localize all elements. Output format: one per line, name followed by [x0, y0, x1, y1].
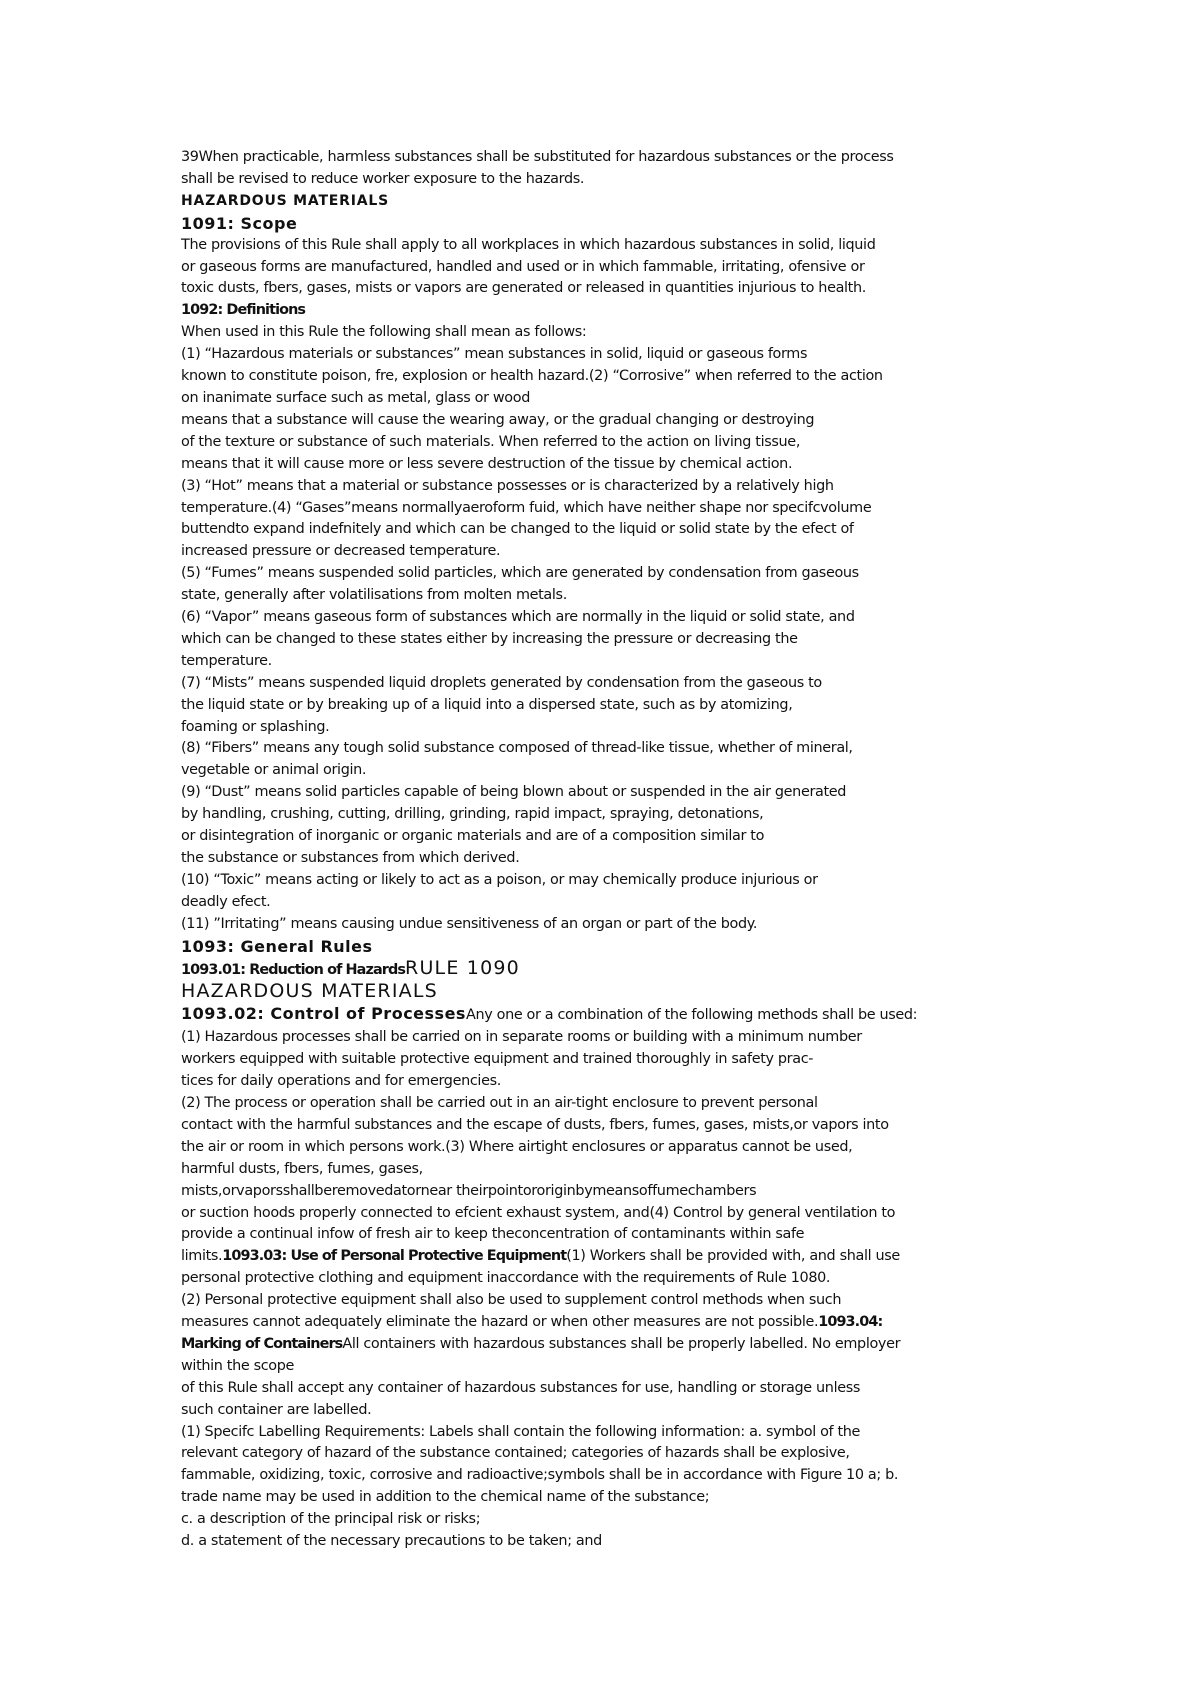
text-line: the liquid state or by breaking up of a liquid into a dispersed state, such as by atomizing,	[181, 696, 793, 713]
text-line: tices for daily operations and for emergencies.	[181, 1073, 501, 1090]
text-line: within the scope	[181, 1357, 295, 1374]
text-line: personal protective clothing and equipment inaccordance with the requirements of Rule 1080.	[181, 1270, 831, 1287]
text-line: provide a continual infow of fresh air to keep theconcentration of contaminants within safe	[181, 1226, 805, 1243]
text-line: When used in this Rule the following shall mean as follows:	[181, 324, 587, 341]
text-line	[181, 1334, 1041, 1356]
text-run: limits.	[181, 1248, 223, 1265]
text-run: (1) Workers shall be provided with, and shall use	[566, 1248, 900, 1265]
text-line: increased pressure or decreased temperature.	[181, 543, 501, 560]
text-line: state, generally after volatilisations from molten metals.	[181, 587, 567, 604]
text-line	[181, 1312, 1041, 1334]
text-line: the substance or substances from which derived.	[181, 850, 520, 866]
text-line: temperature.(4) “Gases”means normallyaeroform fuid, which have neither shape nor specifcvolume	[181, 499, 872, 516]
text-line: fammable, oxidizing, toxic, corrosive and radioactive;symbols shall be in accordance with Figure 10 a; b.	[181, 1467, 899, 1484]
heading-marking: Marking of Containers	[181, 1335, 343, 1352]
text-line: shall be revised to reduce worker exposure to the hazards.	[181, 170, 585, 187]
text-line: known to constitute poison, fre, explosion or health hazard.(2) “Corrosive” when referred to the action	[181, 368, 883, 385]
text-line: of the texture or substance of such materials. When referred to the action on living tissue,	[181, 433, 801, 450]
text-line: (1) “Hazardous materials or substances” mean substances in solid, liquid or gaseous forms	[181, 346, 808, 363]
text-line: (1) Specifc Labelling Requirements: Labels shall contain the following information: a. symbol of the	[181, 1423, 861, 1440]
heading-scope: 1091: Scope	[181, 213, 298, 233]
text-line: (5) “Fumes” means suspended solid particles, which are generated by condensation from gaseous	[181, 565, 859, 582]
text-run: All containers with hazardous substances shall be properly labelled. No employer	[342, 1335, 901, 1352]
text-line: (10) “Toxic” means acting or likely to act as a poison, or may chemically produce injurious or	[181, 871, 818, 888]
text-line: contact with the harmful substances and the escape of dusts, fbers, fumes, gases, mists,or vapors into	[181, 1116, 889, 1133]
text-line: on inanimate surface such as metal, glass or wood	[181, 389, 530, 406]
heading-marking-number: 1093.04:	[818, 1314, 883, 1331]
text-line: (7) “Mists” means suspended liquid droplets generated by condensation from the gaseous to	[181, 674, 822, 691]
text-line	[181, 1246, 1041, 1268]
heading-hazardous-materials-big: HAZARDOUS MATERIALS	[181, 980, 438, 1003]
heading-general-rules: 1093: General Rules	[181, 936, 373, 956]
text-line: (9) “Dust” means solid particles capable of being blown about or suspended in the air generated	[181, 784, 847, 801]
heading-control: 1093.02: Control of Processes	[181, 1004, 466, 1024]
text-line: or gaseous forms are manufactured, handled and used or in which fammable, irritating, ofensive or	[181, 258, 865, 275]
text-line: or suction hoods properly connected to efcient exhaust system, and(4) Control by general ventilation to	[181, 1204, 896, 1221]
text-line: trade name may be used in addition to the chemical name of the substance;	[181, 1489, 710, 1506]
text-line: workers equipped with suitable protective equipment and trained thoroughly in safety prac-	[181, 1051, 814, 1068]
text-line: The provisions of this Rule shall apply to all workplaces in which hazardous substances in solid, liquid	[181, 236, 876, 253]
text-line: relevant category of hazard of the substance contained; categories of hazards shall be explosive,	[181, 1445, 850, 1462]
text-line: (2) The process or operation shall be carried out in an air-tight enclosure to prevent personal	[181, 1094, 818, 1111]
text-run: measures cannot adequately eliminate the hazard or when other measures are not possible.	[181, 1314, 819, 1331]
text-line: 39When practicable, harmless substances shall be substituted for hazardous substances or the process	[181, 149, 894, 165]
document-body	[181, 147, 1041, 1553]
text-line: mists,orvaporsshallberemovedatornear theirpointororiginbymeansoffumechambers	[181, 1182, 757, 1199]
text-line: by handling, crushing, cutting, drilling, grinding, rapid impact, spraying, detonations,	[181, 806, 764, 823]
text-run: Any one or a combination of the following methods shall be used:	[465, 1007, 918, 1024]
text-line: buttendto expand indefnitely and which can be changed to the liquid or solid state by the efect of	[181, 521, 854, 538]
text-line: foaming or splashing.	[181, 718, 330, 735]
text-line: of this Rule shall accept any container of hazardous substances for use, handling or storage unless	[181, 1379, 861, 1396]
text-line: (2) Personal protective equipment shall also be used to supplement control methods when such	[181, 1292, 842, 1309]
text-line	[181, 1003, 1041, 1027]
heading-definitions: 1092: Definitions	[181, 302, 306, 319]
text-line: which can be changed to these states either by increasing the pressure or decreasing the	[181, 630, 798, 647]
text-line: means that a substance will cause the wearing away, or the gradual changing or destroying	[181, 411, 815, 428]
heading-hazardous-materials: HAZARDOUS MATERIALS	[181, 192, 389, 209]
text-line: (8) “Fibers” means any tough solid substance composed of thread-like tissue, whether of mineral,	[181, 740, 853, 757]
text-line: toxic dusts, fbers, gases, mists or vapors are generated or released in quantities injurious to health.	[181, 280, 866, 297]
heading-reduction-line	[181, 958, 1041, 982]
text-line: such container are labelled.	[181, 1401, 372, 1418]
heading-rule: RULE 1090	[405, 956, 520, 979]
text-line: harmful dusts, fbers, fumes, gases,	[181, 1160, 423, 1177]
text-line: (3) “Hot” means that a material or substance possesses or is characterized by a relatively high	[181, 477, 834, 494]
text-line: means that it will cause more or less severe destruction of the tissue by chemical action.	[181, 455, 793, 472]
text-line: (1) Hazardous processes shall be carried on in separate rooms or building with a minimum number	[181, 1029, 862, 1046]
text-line: or disintegration of inorganic or organic materials and are of a composition similar to	[181, 828, 765, 845]
text-line: vegetable or animal origin.	[181, 762, 367, 779]
text-line: temperature.	[181, 652, 272, 669]
heading-ppe: 1093.03: Use of Personal Protective Equipment	[222, 1248, 567, 1265]
text-line: (6) “Vapor” means gaseous form of substances which are normally in the liquid or solid state, and	[181, 609, 855, 626]
heading-reduction: 1093.01: Reduction of Hazards	[181, 961, 406, 978]
text-line: c. a description of the principal risk or risks;	[181, 1511, 481, 1528]
text-line: deadly efect.	[181, 893, 271, 910]
text-line: (11) ”Irritating” means causing undue sensitiveness of an organ or part of the body.	[181, 915, 758, 932]
text-line: the air or room in which persons work.(3) Where airtight enclosures or apparatus cannot be used,	[181, 1138, 853, 1155]
text-line: d. a statement of the necessary precautions to be taken; and	[181, 1533, 602, 1550]
